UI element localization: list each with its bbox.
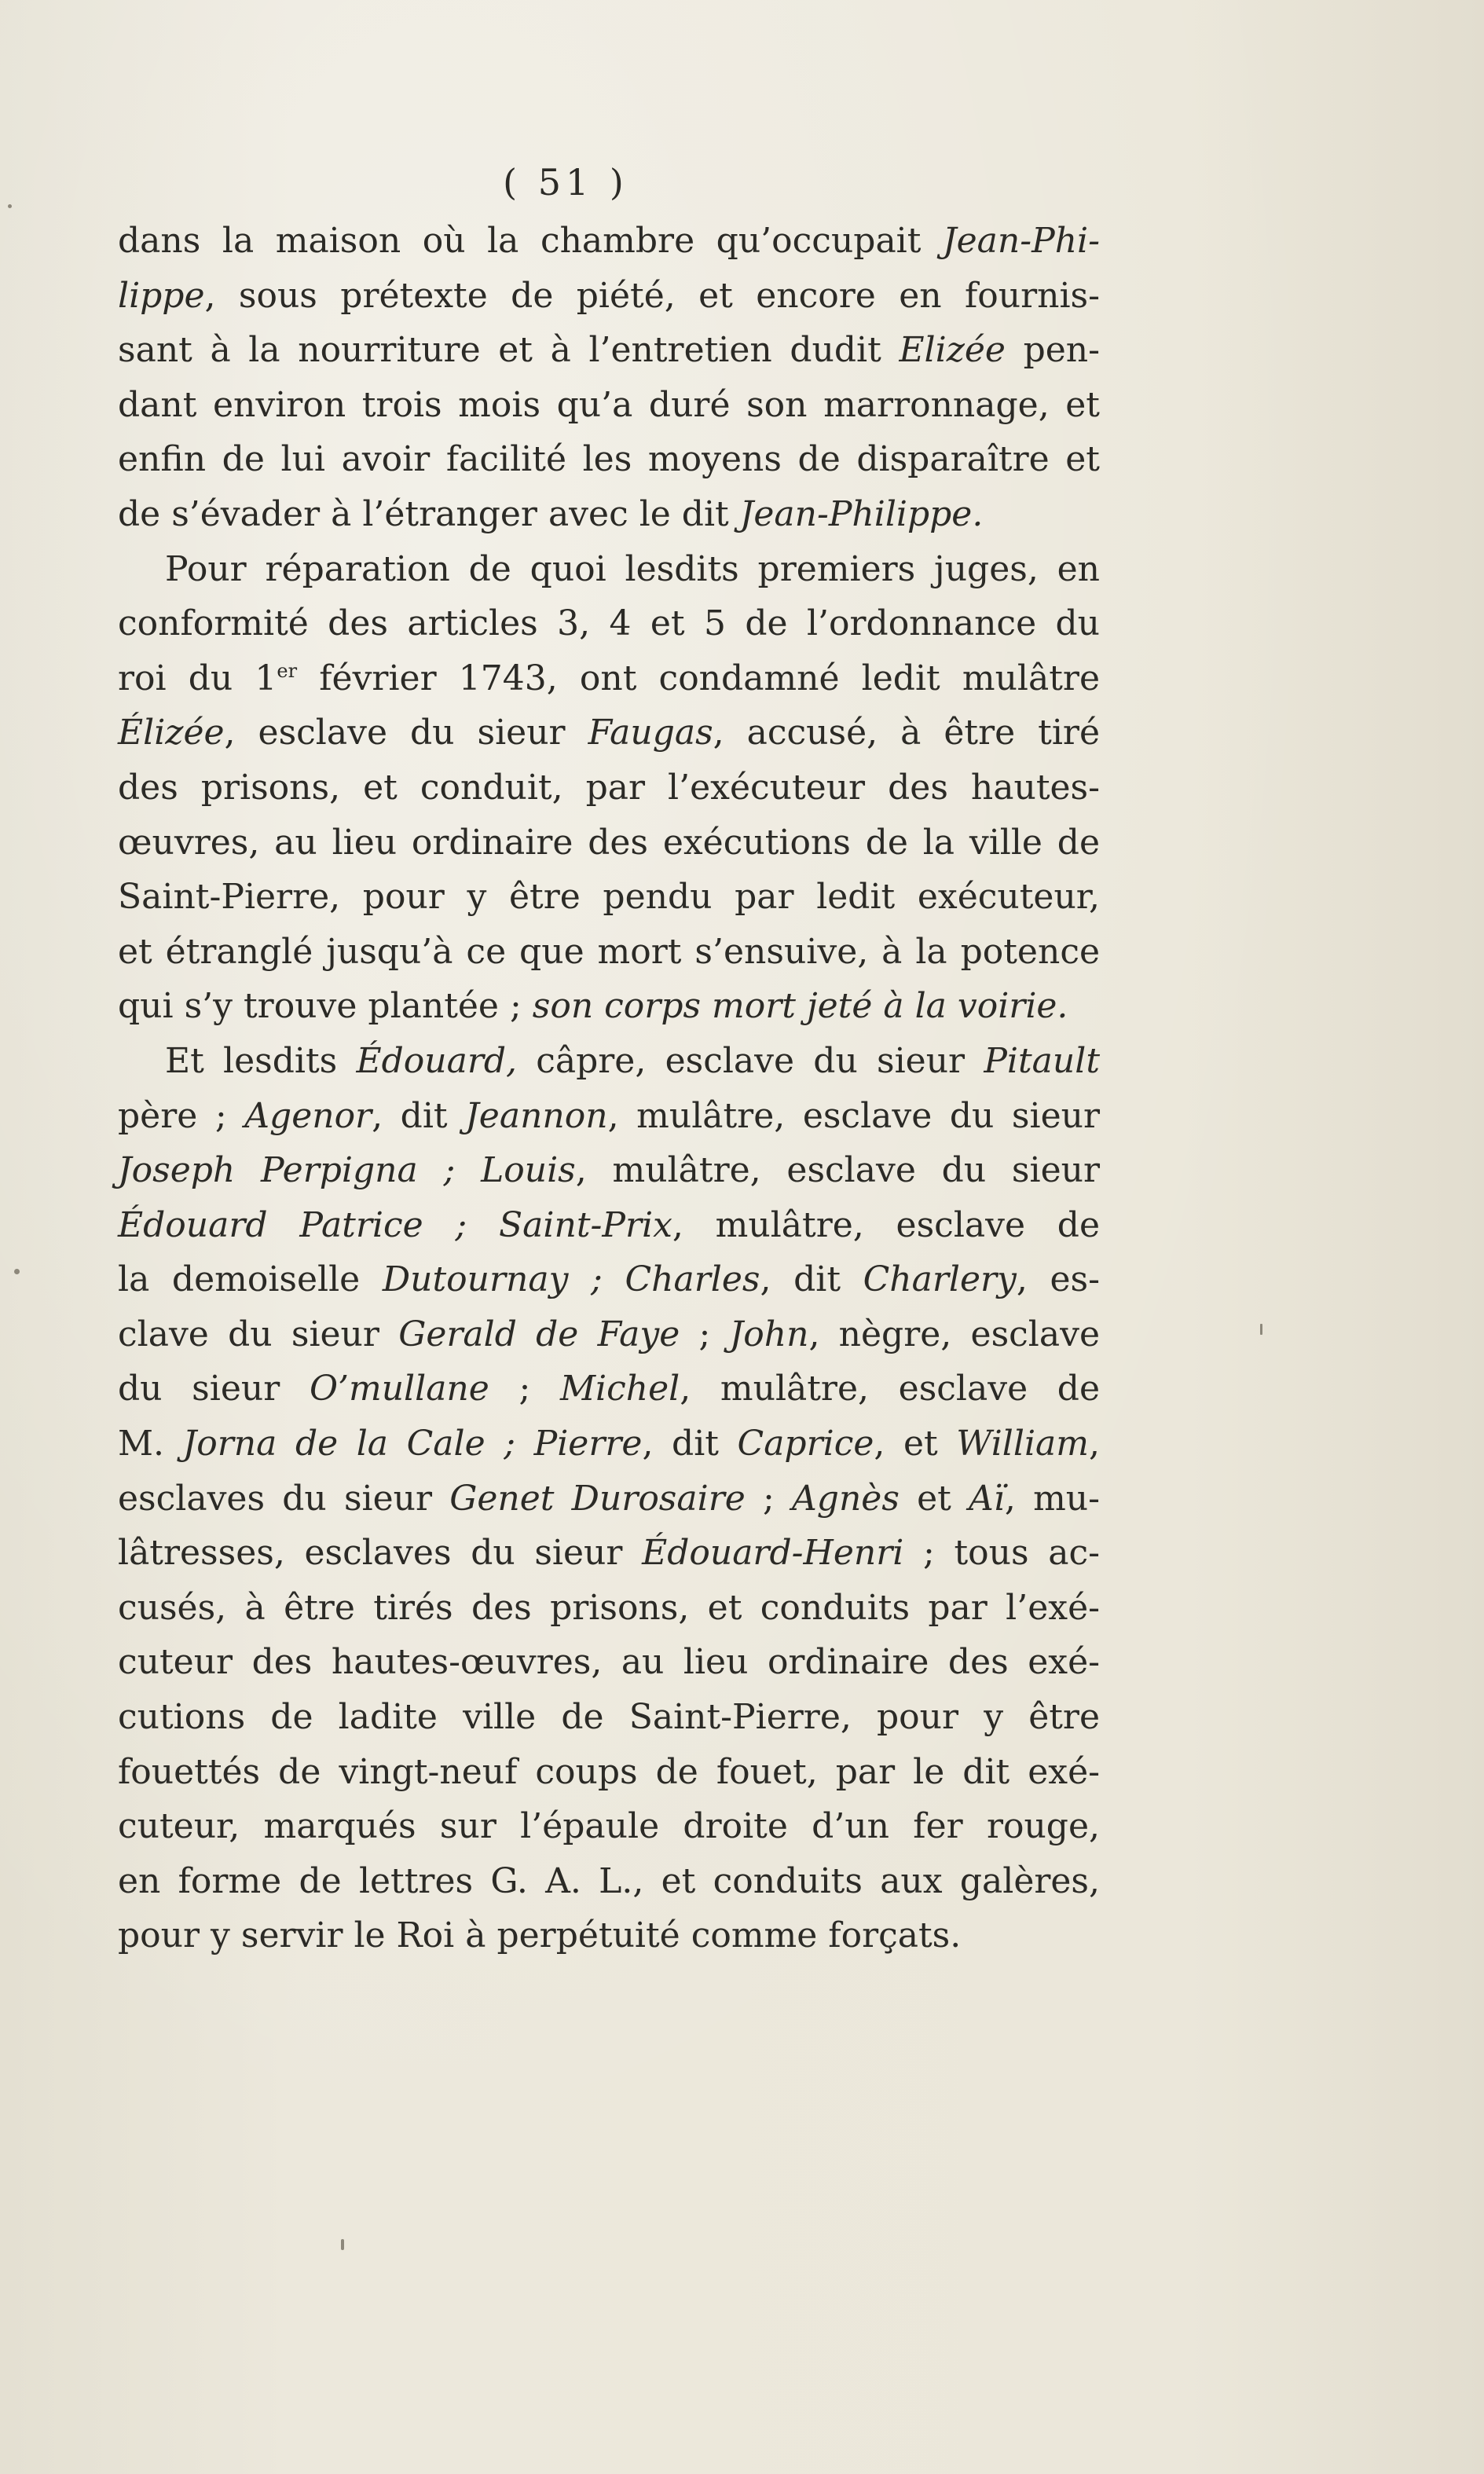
text-segment: cuteur, marqués sur l’épaule droite d’un fer rouge, (118, 1806, 1100, 1847)
text-segment: , mulâtre, esclave du sieur (607, 1095, 1100, 1136)
italic-segment: Jorna de la Cale ; Pierre (182, 1424, 643, 1464)
text-segment: câpre, esclave du sieur (517, 1040, 984, 1081)
text-segment: , mulâtre, esclave de (672, 1204, 1100, 1245)
italic-segment: Édouard-Henri (642, 1533, 904, 1574)
text-segment: février 1743, ont condamné ledit mulâtre (297, 658, 1100, 698)
italic-segment: John (729, 1314, 809, 1354)
italic-segment: Édouard, (356, 1040, 517, 1081)
text-line (118, 596, 1100, 651)
text-segment: , accusé, à être tiré (713, 713, 1100, 753)
italic-segment: Joseph Perpigna ; Louis (118, 1150, 576, 1191)
text-segment: , es- (1016, 1259, 1100, 1300)
italic-segment: Élizée (118, 713, 225, 753)
italic-segment: Genet Durosaire (449, 1478, 746, 1519)
text-line (118, 1143, 1100, 1198)
text-segment: , et (874, 1424, 957, 1464)
text-line (118, 870, 1100, 925)
italic-segment: Dutournay ; Charles (382, 1259, 760, 1300)
text-line (118, 651, 1100, 706)
text-segment: , dit (642, 1424, 738, 1464)
italic-segment: Aï (969, 1478, 1005, 1519)
text-segment: pour y servir le Roi à perpétuité comme forçats. (118, 1915, 962, 1956)
italic-segment: Jean-Philippe. (739, 493, 984, 534)
page-number: ( 51 ) (503, 161, 628, 203)
paragraph-start-line (118, 1034, 1100, 1089)
text-segment: en forme de lettres G. A. L., et conduits aux galères, (118, 1860, 1100, 1901)
text-line (118, 979, 1100, 1034)
text-segment: , dit (372, 1095, 466, 1136)
text-segment: ; (745, 1478, 792, 1519)
text-line (118, 1854, 1100, 1909)
text-segment: clave du sieur (118, 1314, 399, 1354)
text-segment: la demoiselle (118, 1259, 383, 1300)
text-segment: œuvres, au lieu ordinaire des exécutions de la ville de (118, 822, 1100, 863)
paper-speck (14, 1269, 20, 1274)
text-line (118, 1472, 1100, 1527)
text-segment: cutions de ladite ville de Saint-Pierre, pour y être (118, 1697, 1100, 1738)
text-segment: ; (489, 1369, 560, 1409)
italic-segment: Elizée (899, 330, 1006, 371)
text-line (118, 1307, 1100, 1362)
text-line (118, 1745, 1100, 1800)
italic-segment: William (956, 1424, 1089, 1464)
text-segment: , mulâtre, esclave de (680, 1369, 1101, 1409)
italic-segment: Pitault (984, 1040, 1100, 1081)
italic-segment: Édouard Patrice ; Saint-Prix (118, 1204, 672, 1245)
text-segment: enfin de lui avoir facilité les moyens de disparaître et (118, 439, 1100, 480)
text-line (118, 1089, 1100, 1144)
text-line (118, 1581, 1100, 1636)
text-line (118, 214, 1100, 269)
text-line (118, 1799, 1100, 1854)
text-line (118, 323, 1100, 378)
text-segment: , sous prétexte de piété, et encore en fournis- (204, 275, 1100, 316)
italic-segment: son corps mort jeté à la voirie. (532, 986, 1068, 1027)
text-line (118, 269, 1100, 324)
text-segment: esclaves du sieur (118, 1478, 450, 1519)
text-segment: ; tous ac- (903, 1533, 1100, 1574)
text-segment: dant environ trois mois qu’a duré son marronnage, et (118, 384, 1100, 425)
text-segment: cuteur des hautes-œuvres, au lieu ordinaire des exé- (118, 1642, 1100, 1683)
text-segment: fouettés de vingt-neuf coups de fouet, par le dit exé- (118, 1751, 1100, 1792)
text-segment: cusés, à être tirés des prisons, et conduits par l’exé- (118, 1587, 1100, 1628)
text-segment: qui s’y trouve plantée ; (118, 986, 533, 1027)
text-segment: , (1088, 1424, 1100, 1464)
text-segment: , dit (760, 1259, 863, 1300)
text-segment: Pour réparation de quoi lesdits premiers juges, en (165, 548, 1100, 589)
paper-speck (1260, 1324, 1262, 1335)
italic-segment: Faugas (588, 713, 713, 753)
italic-segment: Caprice (737, 1424, 874, 1464)
italic-segment: Jeannon (465, 1095, 608, 1136)
italic-segment: Agnès (792, 1478, 900, 1519)
text-segment: , mu- (1004, 1478, 1101, 1519)
text-line (118, 378, 1100, 433)
text-segment: , mulâtre, esclave du sieur (575, 1150, 1100, 1191)
text-segment: père ; (118, 1095, 245, 1136)
text-segment: lâtresses, esclaves du sieur (118, 1533, 643, 1574)
text-segment: Et lesdits (165, 1040, 357, 1081)
text-segment: du sieur (118, 1369, 310, 1409)
italic-segment: lippe (118, 275, 205, 316)
paper-speck (341, 2239, 344, 2250)
italic-segment: O’mullane (309, 1369, 489, 1409)
text-line (118, 925, 1100, 980)
text-segment: et (899, 1478, 969, 1519)
text-line (118, 1908, 1100, 1963)
text-line (118, 487, 1100, 542)
paper-speck (8, 204, 12, 208)
text-segment: pen- (1005, 330, 1100, 371)
text-line (118, 706, 1100, 761)
text-segment: dans la maison où la chambre qu’occupait (118, 221, 943, 261)
italic-segment: Jean-Phi- (943, 221, 1100, 261)
text-segment: sant à la nourriture et à l’entretien dudit (118, 330, 900, 371)
text-line (118, 1198, 1100, 1253)
text-segment: M. (118, 1424, 183, 1464)
italic-segment: Michel (560, 1369, 680, 1409)
text-line (118, 1417, 1100, 1472)
text-line (118, 1635, 1100, 1690)
paragraph-start-line (118, 542, 1100, 597)
italic-segment: Gerald de Faye (398, 1314, 680, 1354)
text-line (118, 1526, 1100, 1581)
text-line (118, 432, 1100, 487)
body-text (118, 214, 1100, 1963)
text-line (118, 1252, 1100, 1307)
text-segment: des prisons, et conduit, par l’exécuteur des hautes- (118, 767, 1100, 808)
text-segment: roi du 1 (118, 658, 277, 698)
text-segment: , esclave du sieur (224, 713, 588, 753)
text-segment: conformité des articles 3, 4 et 5 de l’ordonnance du (118, 603, 1100, 644)
text-segment: et étranglé jusqu’à ce que mort s’ensuive, à la potence (118, 931, 1100, 972)
text-line (118, 1362, 1100, 1417)
italic-segment: Agenor (244, 1095, 372, 1136)
text-line (118, 816, 1100, 870)
superscript: er (277, 659, 298, 682)
text-segment: Saint-Pierre, pour y être pendu par ledit exécuteur, (118, 877, 1100, 918)
italic-segment: Charlery (863, 1259, 1017, 1300)
text-segment: ; (680, 1314, 730, 1354)
text-line (118, 761, 1100, 816)
text-segment: de s’évader à l’étranger avec le dit (118, 493, 740, 534)
text-segment: , nègre, esclave (808, 1314, 1101, 1354)
text-line (118, 1690, 1100, 1745)
